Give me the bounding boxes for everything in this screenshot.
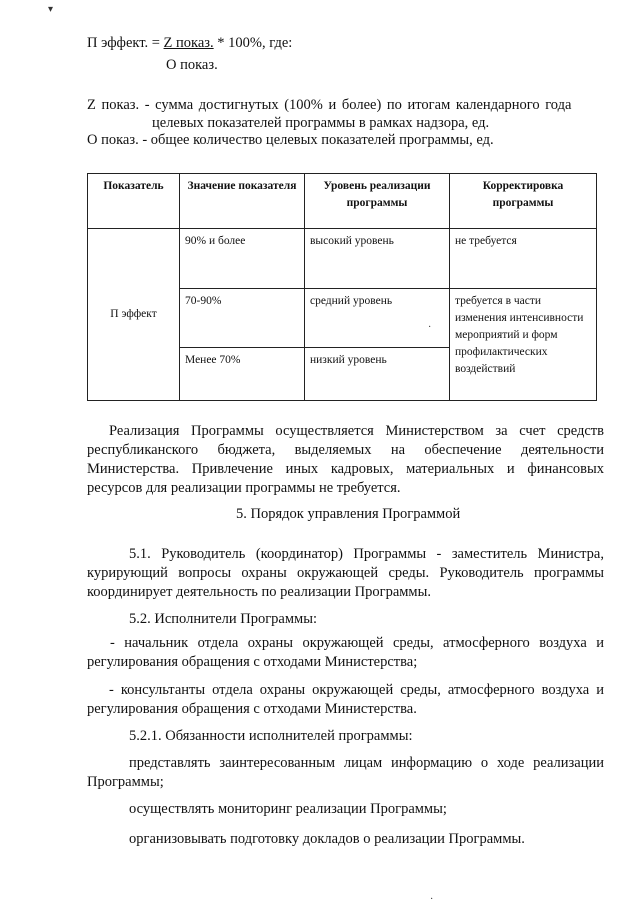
paragraph-funding: Реализация Программы осуществляется Министерством за счет средств республиканского бюджета, выделяемых на обеспечение деятельности Министерства. Привлечение иных кадровых, материальных и финансовых ресурсов для реализации программы не требуется.	[87, 423, 604, 496]
header-correction: Корректировка программы	[450, 174, 597, 229]
formula-denominator: О показ.	[166, 57, 218, 73]
value-cell: 70-90%	[180, 289, 305, 348]
paragraph-5-2-1: 5.2.1. Обязанности исполнителей программы:	[129, 728, 413, 744]
value-cell: 90% и более	[180, 229, 305, 289]
formula-line	[87, 34, 292, 52]
formula-operator: *	[217, 35, 225, 51]
level-cell: средний уровень	[305, 289, 450, 348]
duty-item: представлять заинтересованным лицам информацию о ходе реализации Программы;	[87, 755, 604, 790]
executor-item: - консультанты отдела охраны окружающей среды, атмосферного воздуха и регулирования обращения с отходами Министерства.	[87, 682, 604, 717]
scan-mark: ·	[430, 894, 434, 905]
level-cell: высокий уровень	[305, 229, 450, 289]
definition-z-line2: целевых показателей программы в рамках надзора, ед.	[152, 115, 490, 131]
executor-item: - начальник отдела охраны окружающей среды, атмосферного воздуха и регулирования обращения с отходами Министерства;	[87, 635, 604, 670]
scan-mark: ·	[428, 322, 432, 333]
value-cell: Менее 70%	[180, 348, 305, 401]
definition-z-line1: Z показ. - сумма достигнутых (100% и более) по итогам календарного года	[87, 97, 572, 113]
effectiveness-table	[87, 173, 597, 401]
header-value: Значение показателя	[180, 174, 305, 229]
paragraph-5-2: 5.2. Исполнители Программы:	[129, 611, 317, 627]
duty-item: организовывать подготовку докладов о реализации Программы.	[129, 831, 525, 847]
indicator-cell: П эффект	[88, 229, 180, 401]
correction-cell: не требуется	[450, 229, 597, 289]
formula-lhs: П эффект. =	[87, 35, 160, 51]
level-cell: низкий уровень	[305, 348, 450, 401]
paragraph-5-1: 5.1. Руководитель (координатор) Программы - заместитель Министра, курирующий вопросы охраны окружающей среды. Руководитель программы координирует деятельность по реализации Программы.	[87, 546, 604, 600]
definition-o-line: О показ. - общее количество целевых показателей программы, ед.	[87, 132, 494, 148]
scan-mark: ▾	[48, 4, 54, 15]
duty-item: осуществлять мониторинг реализации Программы;	[129, 801, 447, 817]
formula-rest: 100%, где:	[228, 35, 293, 51]
header-indicator: Показатель	[88, 174, 180, 229]
section-title: 5. Порядок управления Программой	[236, 506, 461, 522]
formula-numerator: Z показ.	[163, 35, 214, 51]
correction-cell: требуется в части изменения интенсивности мероприятий и форм профилактических воздействий	[450, 289, 597, 401]
header-level: Уровень реализации программы	[305, 174, 450, 229]
